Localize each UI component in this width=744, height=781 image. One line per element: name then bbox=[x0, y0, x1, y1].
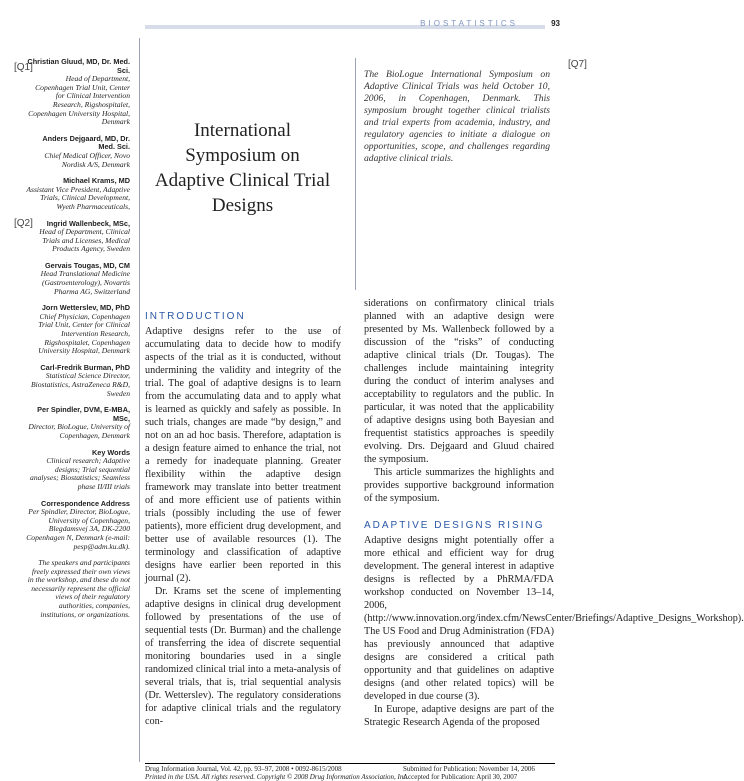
author-affiliation: Director, BioLogue, University of Copenhagen, Denmark bbox=[28, 422, 130, 440]
author-block bbox=[26, 262, 130, 296]
section-title: BIOSTATISTICS bbox=[420, 19, 518, 28]
correspondence-text: Per Spindler, Director, BioLogue, University of Copenhagen, Blegdamsvej 3A, DK-2200 Copenhagen N, Denmark (e-mail: pesp@adm.ku.dk). bbox=[26, 507, 130, 551]
footer-accepted: Accepted for Publication: April 30, 2007 bbox=[403, 773, 518, 781]
author-block bbox=[26, 220, 130, 254]
margin-mark-q1: [Q1] bbox=[14, 62, 33, 73]
abstract-divider bbox=[355, 58, 356, 290]
footer-copyright-line: Printed in the USA. All rights reserved. Copyright © 2008 Drug Information Association, Inc. bbox=[145, 773, 409, 781]
sidebar-divider bbox=[139, 38, 140, 762]
author-block bbox=[26, 364, 130, 398]
footer-journal-line: Drug Information Journal, Vol. 42, pp. 93–97, 2008 • 0092-8615/2008 bbox=[145, 765, 342, 773]
footer-submitted: Submitted for Publication: November 14, 2006 bbox=[403, 765, 535, 773]
author-name: Gervais Tougas, MD, CM bbox=[44, 260, 130, 270]
section-heading-introduction: INTRODUCTION bbox=[145, 311, 246, 322]
disclaimer-text: The speakers and participants freely expressed their own views in the workshop, and these do not necessarily represent the official views of their regulatory authorities, companies, institutions, or organizations. bbox=[27, 558, 130, 619]
author-name: Anders Dejgaard, MD, Dr. Med. Sci. bbox=[42, 133, 130, 152]
section-heading-adaptive-designs-rising: ADAPTIVE DESIGNS RISING bbox=[364, 520, 545, 531]
author-sidebar bbox=[26, 58, 130, 619]
author-name: Ingrid Wallenbeck, MSc, bbox=[46, 218, 130, 228]
author-affiliation: Head Translational Medicine (Gastroenterology), Novartis Pharma AG, Switzerland bbox=[40, 269, 130, 296]
author-affiliation: Chief Physician, Copenhagen Trial Unit, Center for Clinical Intervention Research, Rigshospitalet, Copenhagen University Hospital, Denmark bbox=[38, 311, 130, 356]
author-name: Michael Krams, MD bbox=[63, 176, 130, 186]
author-affiliation: Head of Department, Copenhagen Trial Unit, Center for Clinical Intervention Research, Rigshospitalet, Copenhagen University Hospital, Denmark bbox=[28, 74, 130, 127]
author-name: Per Spindler, DVM, E-MBA, MSc, bbox=[37, 405, 130, 423]
paragraph: siderations on confirmatory clinical trials planned with an adaptive design were presented by Ms. Wallenbeck followed by a discussion of the “risks” of conducting adaptive clinical trials (Dr. Tougas). The challenges include maintaining integrity during the conduct of interim analyses and acceptability to regulators and the public. In particular, it was noted that the applicability of adaptive designs using both Bayesian and frequentist statistics approaches is speedily evolving. Drs. Dejgaard and Gluud chaired the symposium. bbox=[364, 298, 554, 465]
footer-rule bbox=[145, 763, 555, 764]
body-column-left bbox=[145, 310, 341, 728]
author-block bbox=[26, 406, 130, 440]
footer-dates bbox=[403, 765, 535, 781]
page-number: 93 bbox=[551, 19, 560, 28]
paragraph: In Europe, adaptive designs are part of the Strategic Research Agenda of the proposed bbox=[364, 704, 554, 728]
body-column-right bbox=[364, 297, 744, 729]
footer-journal-info bbox=[145, 765, 408, 781]
author-affiliation: Head of Department, Clinical Trials and Licenses, Medical Products Agency, Sweden bbox=[39, 227, 130, 254]
author-name: Jorn Wetterslev, MD, PhD bbox=[41, 303, 130, 313]
paragraph: Adaptive designs might potentially offer a more ethical and efficient way for drug development. The general interest in adaptive designs is reflected by a PhRMA/FDA workshop conducted on November 13–14, 2006, (http://www.innovation.org/index.cfm/NewsCenter/Briefings/Adaptive_Designs_Workshop). The US Food and Drug Administration (FDA) has previously announced that adaptive designs are considered a critical path opportunity and that guidelines on adaptive designs (and other related topics) will be developed in due course (3). bbox=[364, 535, 744, 702]
author-name: Carl-Fredrik Burman, PhD bbox=[40, 362, 130, 372]
author-block bbox=[26, 177, 130, 211]
correspondence-heading: Correspondence Address bbox=[41, 498, 130, 508]
author-affiliation: Assistant Vice President, Adaptive Trials, Clinical Development, Wyeth Pharmaceuticals, bbox=[26, 184, 130, 211]
author-block bbox=[26, 135, 130, 169]
keywords-heading: Key Words bbox=[92, 447, 130, 457]
margin-mark-q2: [Q2] bbox=[14, 218, 33, 229]
paragraph: Adaptive designs refer to the use of accumulating data to decide how to modify aspects of the trial as it is conducted, without undermining the validity and integrity of the trial. The goal of adaptive designs is to learn from the accumulating data and to apply what is learned as quickly and safely as possible. In such trials, changes are made “by design,” and not on an ad hoc basis. Therefore, adaptation is a design feature aimed to enhance the trial, not a remedy for inadequate planning. Greater flexibility within the adaptive design framework may translate into better treatment of and more efficient use of patients within trials (possibly including the use of fewer patients), more efficient drug development, and better use of available resources (1). The terminology and classification of adaptive designs have earlier been reported in this journal (2). bbox=[145, 326, 341, 584]
author-name: Christian Gluud, MD, Dr. Med. Sci. bbox=[27, 57, 130, 75]
paragraph: Dr. Krams set the scene of implementing adaptive designs in clinical drug development followed by presentations of the use of sequential tests (Dr. Burman) and the challenge of transferring the idea of discrete sequential monitoring boundaries used in a single randomized clinical trial into a meta-analysis of several trials, that is, trial sequential analysis (Dr. Wetterslev). The regulatory considerations for adaptive clinical trials and the regulatory con- bbox=[145, 586, 341, 727]
paragraph: This article summarizes the highlights and provides supportive background information of the symposium. bbox=[364, 467, 554, 504]
article-title: International Symposium on Adaptive Clinical Trial Designs bbox=[154, 120, 331, 216]
margin-mark-q7: [Q7] bbox=[568, 59, 587, 70]
author-affiliation: Statistical Science Director, Biostatistics, AstraZeneca R&D, Sweden bbox=[31, 371, 130, 398]
author-block bbox=[26, 58, 130, 127]
author-affiliation: Chief Medical Officer, Novo Nordisk A/S, Denmark bbox=[44, 150, 130, 169]
keywords-text: Clinical research; Adaptive designs; Trial sequential analyses; Biostatistics; Seamless phase II/III trials bbox=[30, 456, 130, 491]
abstract: The BioLogue International Symposium on Adaptive Clinical Trials was held October 10, 2006, in Copenhagen, Denmark. This symposium brought together clinical trialists and trial experts from academia, industry, and regulatory agencies to initiate a dialogue on opportunities, scope, and challenges regarding adaptive clinical trials. bbox=[364, 69, 550, 164]
author-block bbox=[26, 304, 130, 356]
